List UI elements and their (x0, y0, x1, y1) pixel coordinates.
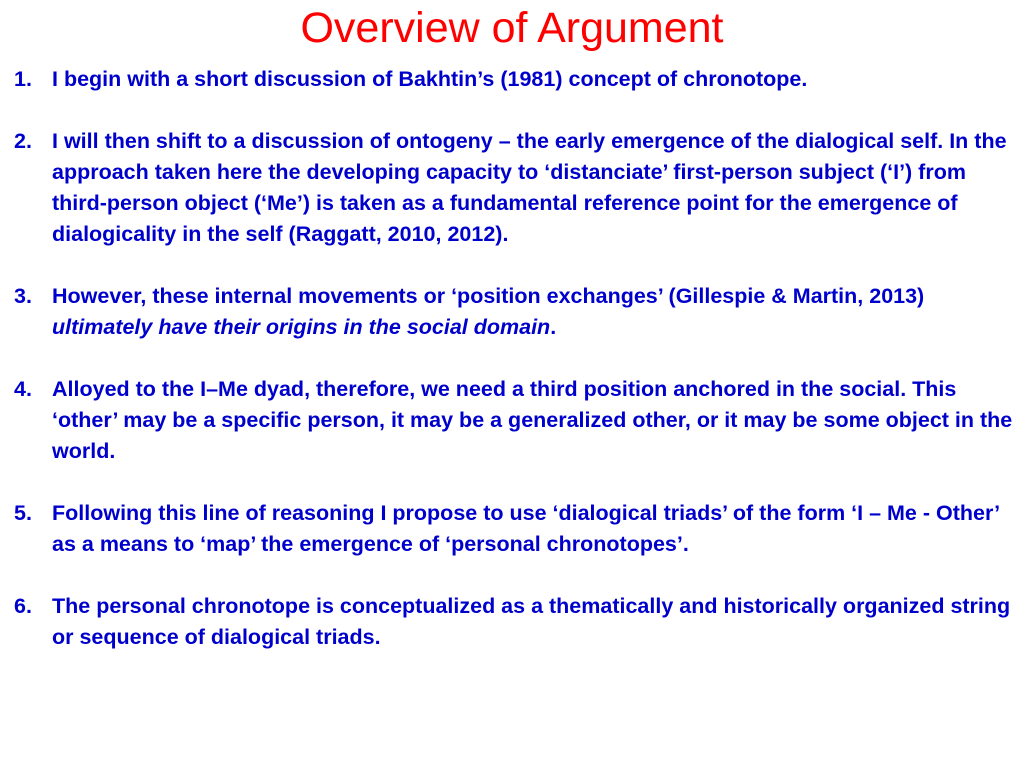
list-item-text: I begin with a short discussion of Bakhtin’s (1981) concept of chronotope. (52, 67, 808, 91)
list-item-text-end: . (550, 315, 557, 339)
list-item-text: I will then shift to a discussion of ontogeny – the early emergence of the dialogical self. In the approach taken here the developing capacity to ‘distanciate’ first-person subject (‘I’) from third-person object (‘Me’) is taken as a fundamental reference point for the emergence of dialogicality in the self (Raggatt, 2010, 2012). (52, 129, 1007, 246)
list-item-number: 1. (14, 67, 32, 91)
list-item-4 (14, 374, 1014, 467)
list-item-text: Alloyed to the I–Me dyad, therefore, we need a third position anchored in the social. This ‘other’ may be a specific person, it may be a generalized other, or it may be some object in the world. (52, 377, 1013, 463)
list-item-5 (14, 498, 1014, 560)
list-item-number: 5. (14, 501, 32, 525)
list-item-number: 3. (14, 284, 32, 308)
argument-list (14, 64, 1014, 653)
list-item-number: 6. (14, 594, 32, 618)
list-item-text: The personal chronotope is conceptualized as a thematically and historically organized string or sequence of dialogical triads. (52, 594, 1011, 649)
list-item-1 (14, 64, 1014, 95)
list-item-emphasis: ultimately have their origins in the social domain (52, 315, 551, 339)
list-item-2 (14, 126, 1014, 250)
slide-title: Overview of Argument (300, 4, 724, 52)
list-item-text: Following this line of reasoning I propose to use ‘dialogical triads’ of the form ‘I – Me - Other’ as a means to ‘map’ the emergence of ‘personal chronotopes’. (52, 501, 999, 556)
list-item-number: 4. (14, 377, 32, 401)
list-item-3 (14, 281, 1014, 343)
list-item-number: 2. (14, 129, 32, 153)
list-item-text: However, these internal movements or ‘position exchanges’ (Gillespie & Martin, 2013) (52, 284, 925, 308)
list-item-6 (14, 591, 1014, 653)
